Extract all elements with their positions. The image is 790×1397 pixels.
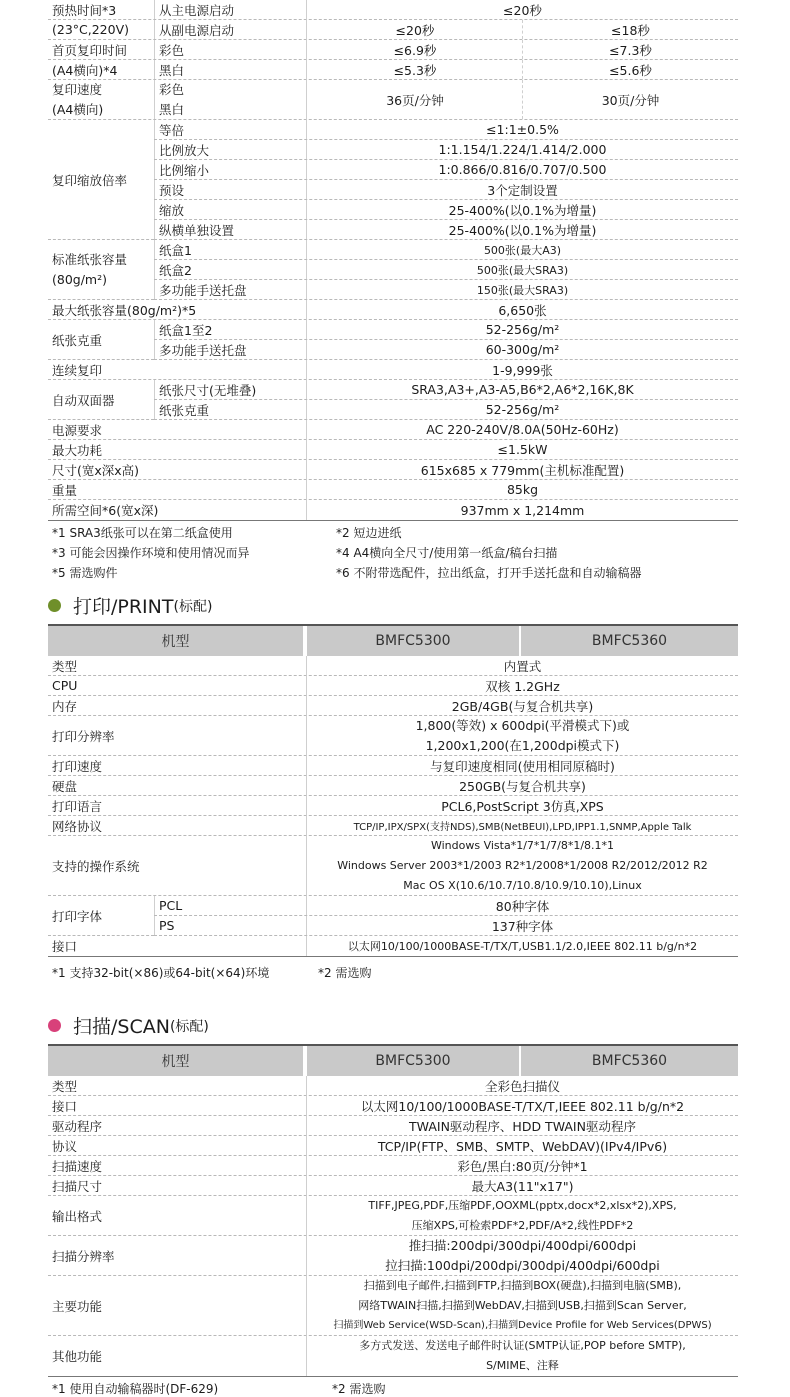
row-sublabel: 多功能手送托盘 (154, 280, 306, 299)
row-value: ≤1:1±0.5% (306, 120, 738, 139)
row-value: 137种字体 (306, 916, 738, 935)
row-value: 615x685 x 779mm(主机标准配置) (306, 460, 738, 479)
header-model: 机型 (48, 626, 303, 656)
table-row (48, 836, 738, 896)
row-label: 纸张克重 (52, 333, 103, 348)
row-label: 接口 (52, 1098, 78, 1114)
header-bmfc5360: BMFC5360 (521, 626, 738, 656)
row-value: 52-256g/m² (306, 400, 738, 419)
row-sublabel: 比例放大 (154, 140, 306, 159)
table-row (48, 460, 738, 480)
row-label: 内存 (52, 698, 78, 714)
table-row (48, 500, 738, 521)
value-bmfc5360: ≤5.6秒 (522, 60, 738, 79)
row-value: 25-400%(以0.1%为增量) (306, 200, 738, 219)
footnote: *4 A4横向全尺寸/使用第一纸盒/稿台扫描 (336, 546, 558, 560)
row-label: 驱动程序 (52, 1118, 103, 1134)
row-value (306, 1236, 738, 1275)
row-label: 最大纸张容量(80g/m²)*5 (52, 302, 197, 318)
row-label: 所需空间*6(宽x深) (52, 503, 159, 518)
row-value: 全彩色扫描仪 (306, 1076, 738, 1095)
table-row (154, 160, 738, 180)
table-row (48, 776, 738, 796)
row-value: 80种字体 (306, 896, 738, 915)
header-bmfc5300: BMFC5300 (307, 1046, 519, 1076)
footnote: *2 短边进纸 (336, 526, 402, 540)
row-label: 最大功耗 (52, 442, 103, 458)
row-sublabel: PCL (154, 896, 306, 915)
section-title-suffix: (标配) (169, 1018, 209, 1035)
value-bmfc5300: ≤6.9秒 (306, 40, 523, 59)
row-value: 52-256g/m² (306, 320, 738, 339)
print-spec-table (48, 656, 738, 957)
table-row (48, 420, 738, 440)
row-value: 最大A3(11"x17") (306, 1176, 738, 1195)
row-value: 500张(最大SRA3) (306, 260, 738, 279)
table-row (48, 20, 738, 40)
table-row (48, 1136, 738, 1156)
row-sublabel: 比例缩小 (154, 160, 306, 179)
table-row (48, 1156, 738, 1176)
row-value: 937mm x 1,214mm (306, 500, 738, 520)
row-value: 内置式 (306, 656, 738, 675)
row-sublabel-line: 黑白 (159, 101, 185, 117)
table-row (48, 656, 738, 676)
row-label: 预热时间*3 (52, 2, 117, 18)
table-row (48, 300, 738, 320)
table-row (48, 756, 738, 776)
section-bullet-icon (48, 1019, 61, 1032)
table-row (48, 816, 738, 836)
row-label: 自动双面器 (52, 393, 115, 408)
row-value: 1-9,999张 (306, 360, 738, 379)
row-value (306, 1196, 738, 1235)
row-value: ≤1.5kW (306, 440, 738, 459)
value-bmfc5300: 36页/分钟 (306, 80, 523, 119)
row-value (306, 1276, 738, 1335)
row-label: 输出格式 (52, 1208, 103, 1224)
row-value: 以太网10/100/1000BASE-T/TX/T,USB1.1/2.0,IEEE 802.11 b/g/n*2 (306, 936, 738, 956)
row-label: 主要功能 (52, 1298, 103, 1314)
row-label-line: 复印速度 (52, 81, 103, 97)
row-label-line: (A4横向) (52, 101, 104, 117)
row-sublabel: 从副电源启动 (154, 20, 306, 39)
table-row (48, 1176, 738, 1196)
table-row (48, 1116, 738, 1136)
table-row (48, 1076, 738, 1096)
table-row (48, 1096, 738, 1116)
row-value (306, 836, 738, 895)
row-label: 扫描分辨率 (52, 1248, 115, 1264)
footnote: *1 使用自动输稿器时(DF-629) (52, 1382, 219, 1396)
value-bmfc5300: ≤20秒 (306, 20, 523, 39)
scan-section-title (48, 1012, 209, 1039)
row-label: 打印字体 (52, 909, 103, 924)
row-value: AC 220-240V/8.0A(50Hz-60Hz) (306, 420, 738, 439)
value-line: Windows Vista*1/7*1/7/8*1/8.1*1 (430, 838, 615, 852)
table-row (154, 340, 738, 360)
copy-spec-table (48, 0, 738, 521)
row-value: 双核 1.2GHz (306, 676, 738, 695)
section-title-text: 打印/PRINT (73, 596, 174, 618)
font-group (48, 896, 738, 936)
row-value: 500张(最大A3) (306, 240, 738, 259)
table-row (154, 400, 738, 420)
table-row (48, 360, 738, 380)
section-title-text: 扫描/SCAN (73, 1016, 170, 1038)
row-value: 2GB/4GB(与复合机共享) (306, 696, 738, 715)
row-label: 协议 (52, 1138, 78, 1154)
row-label (52, 80, 103, 119)
row-value (306, 1336, 738, 1376)
row-label: 网络协议 (52, 818, 103, 834)
row-value: TWAIN驱动程序、HDD TWAIN驱动程序 (306, 1116, 738, 1135)
value-line: 拉扫描:100dpi/200dpi/300dpi/400dpi/600dpi (385, 1257, 660, 1273)
row-label-line: (80g/m²) (52, 272, 107, 287)
row-value: 6,650张 (306, 300, 738, 319)
row-label: 硬盘 (52, 778, 78, 794)
footnote: *2 需选购 (318, 966, 372, 980)
paper-weight-group (48, 320, 738, 360)
row-value: 250GB(与复合机共享) (306, 776, 738, 795)
table-row (154, 320, 738, 340)
print-table-header (48, 624, 738, 656)
value-line: 1,200x1,200(在1,200dpi模式下) (425, 737, 620, 753)
row-label: 其他功能 (52, 1349, 103, 1364)
scan-spec-table (48, 1076, 738, 1377)
row-label: 类型 (52, 658, 78, 674)
header-bmfc5360: BMFC5360 (521, 1046, 738, 1076)
zoom-group (48, 120, 738, 240)
row-label: 重量 (52, 482, 78, 498)
scan-table-header (48, 1044, 738, 1076)
row-sublabel: 从主电源启动 (154, 0, 306, 19)
table-row (154, 120, 738, 140)
row-sublabel: 黑白 (154, 60, 306, 79)
row-label-line: 标准纸张容量 (52, 252, 128, 267)
value-line: 扫描到电子邮件,扫描到FTP,扫描到BOX(硬盘),扫描到电脑(SMB), (363, 1278, 682, 1292)
row-value: 彩色/黑白:80页/分钟*1 (306, 1156, 738, 1175)
row-sublabel (154, 80, 306, 119)
table-row (48, 796, 738, 816)
table-row (48, 60, 738, 80)
row-label: 打印语言 (52, 798, 103, 814)
value-line: 1,800(等效) x 600dpi(平滑模式下)或 (415, 717, 630, 733)
value-bmfc5360: ≤18秒 (522, 20, 738, 39)
row-sublabel: 纸张克重 (154, 400, 306, 419)
table-row (48, 696, 738, 716)
table-row (154, 240, 738, 260)
footnote: *5 需选购件 (52, 566, 118, 580)
footnote: *1 SRA3纸张可以在第二纸盒使用 (52, 526, 233, 540)
table-row (48, 440, 738, 460)
row-value: TCP/IP,IPX/SPX(支持NDS),SMB(NetBEUI),LPD,IPP1.1,SNMP,Apple Talk (306, 816, 738, 835)
duplex-group (48, 380, 738, 420)
row-sublabel: 纸盒2 (154, 260, 306, 279)
table-row (154, 916, 738, 936)
row-value (306, 716, 738, 755)
print-section-title (48, 592, 212, 619)
row-sublabel: 等倍 (154, 120, 306, 139)
row-value: 150张(最大SRA3) (306, 280, 738, 299)
row-label: 尺寸(宽x深x高) (52, 462, 140, 478)
table-row (154, 260, 738, 280)
table-row (154, 896, 738, 916)
value-line: 多方式发送、发送电子邮件时认证(SMTP认证,POP before SMTP), (359, 1339, 686, 1352)
row-sublabel: 纸盒1 (154, 240, 306, 259)
row-sublabel: 缩放 (154, 200, 306, 219)
row-sublabel: 彩色 (154, 40, 306, 59)
row-value: PCL6,PostScript 3仿真,XPS (306, 796, 738, 815)
table-row (154, 180, 738, 200)
row-label: 连续复印 (52, 362, 103, 378)
table-row (154, 280, 738, 300)
row-label: 打印分辨率 (52, 728, 115, 744)
row-value: SRA3,A3+,A3-A5,B6*2,A6*2,16K,8K (306, 380, 738, 399)
row-label: 扫描尺寸 (52, 1178, 103, 1194)
table-row (154, 380, 738, 400)
row-sublabel: PS (154, 916, 306, 935)
table-row (154, 220, 738, 240)
row-sublabel: 预设 (154, 180, 306, 199)
row-label: 接口 (52, 939, 78, 954)
row-label: 复印缩放倍率 (52, 173, 128, 188)
row-sublabel: 纸盒1至2 (154, 320, 306, 339)
value-line: S/MIME、注释 (486, 1359, 559, 1372)
row-value: ≤20秒 (306, 0, 738, 19)
row-value: 25-400%(以0.1%为增量) (306, 220, 738, 239)
row-value: 以太网10/100/1000BASE-T/TX/T,IEEE 802.11 b/g/n*2 (306, 1096, 738, 1115)
footnote: *1 支持32-bit(×86)或64-bit(×64)环境 (52, 966, 270, 980)
paper-capacity-group (48, 240, 738, 300)
value-bmfc5360: ≤7.3秒 (522, 40, 738, 59)
header-model: 机型 (48, 1046, 303, 1076)
table-row (48, 1196, 738, 1236)
table-row (48, 480, 738, 500)
row-value: TCP/IP(FTP、SMB、SMTP、WebDAV)(IPv4/IPv6) (306, 1136, 738, 1155)
table-row (48, 1336, 738, 1377)
row-value: 60-300g/m² (306, 340, 738, 359)
row-sublabel: 纵横单独设置 (154, 220, 306, 239)
footnote: *2 需选购 (332, 1382, 386, 1396)
row-label: 支持的操作系统 (52, 858, 140, 874)
row-label: (A4横向)*4 (52, 62, 118, 78)
row-label: 首页复印时间 (52, 42, 128, 58)
row-label (52, 240, 127, 300)
value-line: 网络TWAIN扫描,扫描到WebDAV,扫描到USB,扫描到Scan Server, (358, 1298, 687, 1312)
section-bullet-icon (48, 599, 61, 612)
row-value: 与复印速度相同(使用相同原稿时) (306, 756, 738, 775)
row-sublabel-line: 彩色 (159, 81, 185, 97)
row-value: 1:1.154/1.224/1.414/2.000 (306, 140, 738, 159)
row-value: 3个定制设置 (306, 180, 738, 199)
row-sublabel: 多功能手送托盘 (154, 340, 306, 359)
value-line: 推扫描:200dpi/300dpi/400dpi/600dpi (408, 1237, 637, 1253)
header-bmfc5300: BMFC5300 (307, 626, 519, 656)
row-label: 类型 (52, 1078, 78, 1094)
footnote: *3 可能会因操作环境和使用情况而异 (52, 546, 250, 560)
section-title-suffix: (标配) (173, 598, 213, 615)
table-row (48, 936, 738, 957)
table-row (48, 0, 738, 20)
table-row (48, 716, 738, 756)
value-line: Windows Server 2003*1/2003 R2*1/2008*1/2008 R2/2012/2012 R2 (337, 858, 708, 872)
value-line: 压缩XPS,可检索PDF*2,PDF/A*2,线性PDF*2 (411, 1218, 634, 1232)
table-row (48, 80, 738, 120)
row-label: 扫描速度 (52, 1158, 103, 1174)
row-label: 电源要求 (52, 422, 103, 438)
row-sublabel: 纸张尺寸(无堆叠) (154, 380, 306, 399)
row-label: (23°C,220V) (52, 22, 130, 37)
value-bmfc5360: 30页/分钟 (522, 80, 738, 119)
value-bmfc5300: ≤5.3秒 (306, 60, 523, 79)
row-label: 打印速度 (52, 758, 103, 774)
table-row (48, 676, 738, 696)
value-line: Mac OS X(10.6/10.7/10.8/10.9/10.10),Linux (403, 878, 642, 892)
value-line: TIFF,JPEG,PDF,压缩PDF,OOXML(pptx,docx*2,xlsx*2),XPS, (368, 1198, 677, 1212)
table-row (154, 140, 738, 160)
footnote: *6 不附带选配件，拉出纸盒，打开手送托盘和自动输稿器 (336, 566, 642, 580)
table-row (154, 200, 738, 220)
row-value: 1:0.866/0.816/0.707/0.500 (306, 160, 738, 179)
row-label: CPU (52, 678, 78, 693)
value-line: 扫描到Web Service(WSD-Scan),扫描到Device Profile for Web Services(DPWS) (333, 1319, 712, 1331)
row-value: 85kg (306, 480, 738, 499)
table-row (48, 1236, 738, 1276)
table-row (48, 40, 738, 60)
table-row (48, 1276, 738, 1336)
